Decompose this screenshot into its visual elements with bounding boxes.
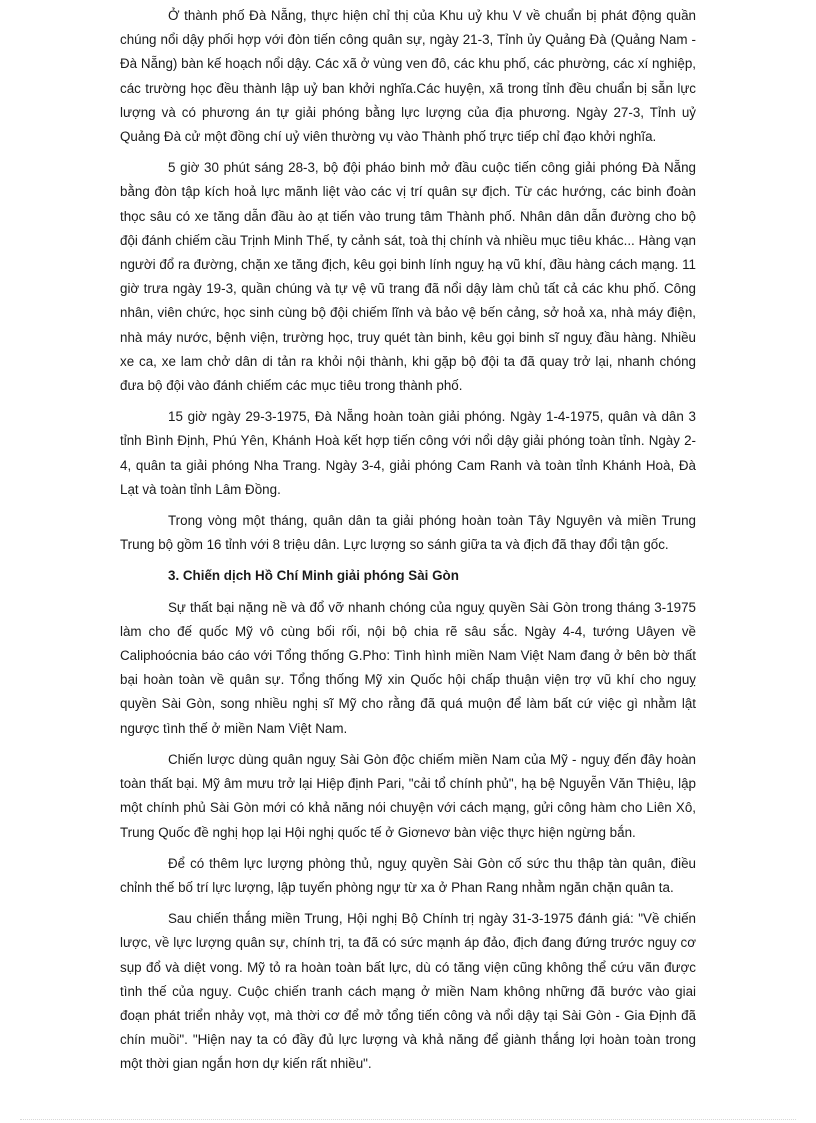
paragraph-politburo-assessment: Sau chiến thắng miền Trung, Hội nghị Bộ Chính trị ngày 31-3-1975 đánh giá: "Về chiến lược, về lực lượng quân sự, chính trị, ta đã có sức mạnh áp đảo, địch đang đứng trước nguy cơ sụp đổ và diệt vong. Mỹ tỏ ra hoàn toàn bất lực, dù có tăng viện cũng không thể cứu vãn được tình thế của nguỵ. Cuộc chiến tranh cách mạng ở miền Nam không những đã bước vào giai đoạn phát triển nhảy vọt, mà thời cơ để mở tổng tiến công và nổi dậy tại Sài Gòn - Gia Định đã chín muồi". "Hiện nay ta có đầy đủ lực lượng và khả năng để giành thắng lợi hoàn toàn trong một thời gian ngắn hơn dự kiến rất nhiều". xyxy=(120,911,696,1072)
paragraph-da-nang-preparation: Ở thành phố Đà Nẵng, thực hiện chỉ thị của Khu uỷ khu V về chuẩn bị phát động quần chúng nổi dậy phối hợp với đòn tiến công quân sự, ngày 21-3, Tỉnh ủy Quảng Đà (Quảng Nam - Đà Nẵng) bàn kế hoạch nổi dậy. Các xã ở vùng ven đô, các khu phố, các phường, các xí nghiệp, các trường học đều thành lập uỷ ban khởi nghĩa.Các huyện, xã trong tỉnh đều chuẩn bị sẵn lực lượng và có phương án tự giải phóng bằng lực lượng của địa phương. Ngày 27-3, Tỉnh uỷ Quảng Đà cử một đồng chí uỷ viên thường vụ vào Thành phố trực tiếp chỉ đạo khởi nghĩa. xyxy=(120,8,696,145)
paragraph-us-reaction: Sự thất bại nặng nề và đổ vỡ nhanh chóng của nguỵ quyền Sài Gòn trong tháng 3-1975 làm cho đế quốc Mỹ vô cùng bối rối, nội bộ chia rẽ sâu sắc. Ngày 4-4, tướng Uâyen về Caliphoócnia báo cáo với Tổng thống G.Pho: Tình hình miền Nam Việt Nam đang ở bên bờ thất bại hoàn toàn về quân sự. Tổng thống Mỹ xin Quốc hội chấp thuận viện trợ vũ khí cho nguỵ quyền Sài Gòn, song nhiều nghị sĩ Mỹ cho rằng đã quá muộn để làm bất cứ việc gì nhằm lật ngược tình thế ở miền Nam Việt Nam. xyxy=(120,599,696,736)
section-heading: 3. Chiến dịch Hồ Chí Minh giải phóng Sài Gòn xyxy=(168,568,459,584)
paragraph-da-nang-attack: 5 giờ 30 phút sáng 28-3, bộ đội pháo binh mở đầu cuộc tiến công giải phóng Đà Nẵng bằng đòn tập kích hoả lực mãnh liệt vào các vị trí quân sự địch. Từ các hướng, các binh đoàn thọc sâu có xe tăng dẫn đầu ào ạt tiến vào trung tâm Thành phố. Nhân dân dẫn đường cho bộ đội đánh chiếm cầu Trịnh Minh Thế, ty cảnh sát, toà thị chính và nhiều mục tiêu khác... Hàng vạn người đổ ra đường, chặn xe tăng địch, kêu gọi binh lính nguỵ hạ vũ khí, đầu hàng cách mạng. 11 giờ trưa ngày 19-3, quần chúng và tự vệ vũ trang đã nổi dậy làm chủ tất cả các khu phố. Công nhân, viên chức, học sinh cùng bộ đội chiếm lĩnh và bảo vệ bến cảng, sở hoả xa, nhà máy điện, nhà máy nước, bệnh viện, trường học, truy quét tàn binh, kêu gọi binh sĩ nguỵ đầu hàng. Nhiều xe ca, xe lam chở dân di tản ra khỏi nội thành, khi gặp bộ đội ta đã quay trở lại, nhanh chóng đưa bộ đội vào đánh chiếm các mục tiêu trong thành phố. xyxy=(120,160,696,394)
page-bottom-divider xyxy=(20,1119,796,1120)
paragraph-da-nang-liberated: 15 giờ ngày 29-3-1975, Đà Nẵng hoàn toàn giải phóng. Ngày 1-4-1975, quân và dân 3 tỉnh Bình Định, Phú Yên, Khánh Hoà kết hợp tiến công với nổi dậy giải phóng toàn tỉnh. Ngày 2-4, quân ta giải phóng Nha Trang. Ngày 3-4, giải phóng Cam Ranh và toàn tỉnh Khánh Hoà, Đà Lạt và toàn tỉnh Lâm Đồng. xyxy=(120,409,696,497)
paragraph-saigon-defense: Để có thêm lực lượng phòng thủ, nguỵ quyền Sài Gòn cố sức thu thập tàn quân, điều chỉnh thế bố trí lực lượng, lập tuyến phòng ngự từ xa ở Phan Rang nhằm ngăn chặn quân ta. xyxy=(120,855,696,895)
paragraph-strategy-failure: Chiến lược dùng quân nguỵ Sài Gòn độc chiếm miền Nam của Mỹ - nguỵ đến đây hoàn toàn thất bại. Mỹ âm mưu trở lại Hiệp định Pari, "cải tổ chính phủ", hạ bệ Nguyễn Văn Thiệu, lập một chính phủ Sài Gòn mới có khả năng nói chuyện với cách mạng, gửi công hàm cho Liên Xô, Trung Quốc đề nghị họp lại Hội nghị quốc tế ở Giơnevơ bàn việc thực hiện ngừng bắn. xyxy=(120,751,696,840)
paragraph-central-highlands-summary: Trong vòng một tháng, quân dân ta giải phóng hoàn toàn Tây Nguyên và miền Trung Trung bộ gồm 16 tỉnh với 8 triệu dân. Lực lượng so sánh giữa ta và địch đã thay đổi tận gốc. xyxy=(120,513,696,553)
document-page xyxy=(120,4,696,1084)
